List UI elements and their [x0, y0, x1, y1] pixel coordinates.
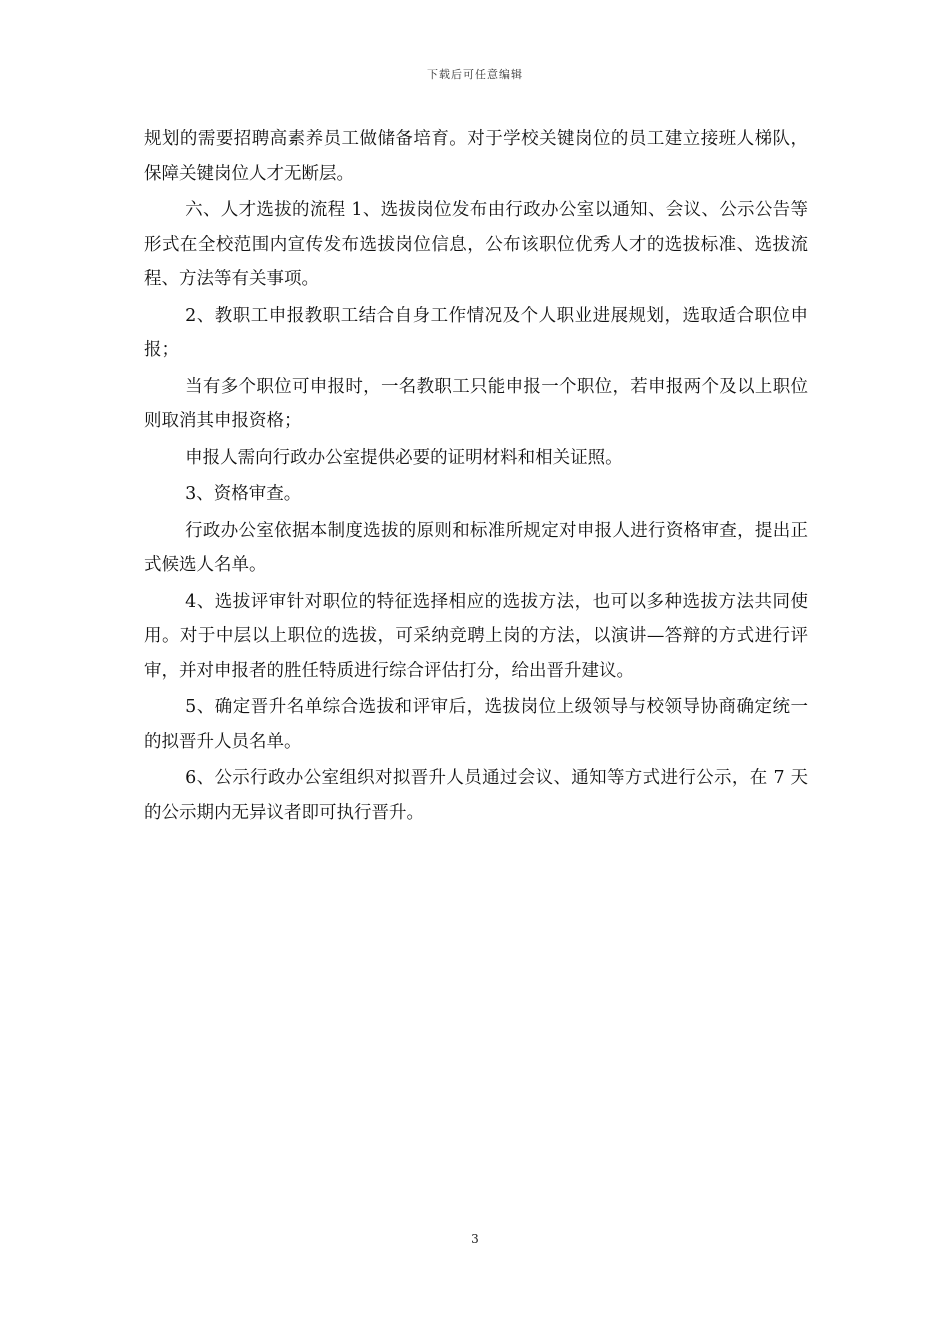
paragraph-multiple-positions: 当有多个职位可申报时，一名教职工只能申报一个职位，若申报两个及以上职位则取消其申报资格； [144, 376, 808, 431]
page-number: 3 [471, 1232, 479, 1246]
page-header: 下载后可任意编辑 [427, 68, 523, 81]
paragraph-materials: 申报人需向行政办公室提供必要的证明材料和相关证照。 [185, 447, 623, 468]
paragraph-qualification-review: 行政办公室依据本制度选拔的原则和标准所规定对申报人进行资格审查，提出正式候选人名单。 [144, 520, 808, 575]
paragraph-step-three: 3、资格审查。 [185, 484, 302, 504]
paragraph-section-six: 六、人才选拔的流程 1、选拔岗位发布由行政办公室以通知、会议、公示公告等形式在全校范围内宣传发布选拔岗位信息，公布该职位优秀人才的选拔标准、选拔流程、方法等有关事项。 [144, 200, 808, 289]
paragraph-step-four: 4、选拔评审针对职位的特征选择相应的选拔方法，也可以多种选拔方法共同使用。对于中层以上职位的选拔，可采纳竞聘上岗的方法，以演讲—答辩的方式进行评审，并对申报者的胜任特质进行综合评估打分，给出晋升建议。 [144, 591, 808, 681]
paragraph-step-five: 5、确定晋升名单综合选拔和评审后，选拔岗位上级领导与校领导协商确定统一的拟晋升人员名单。 [144, 697, 808, 752]
paragraph-step-six: 6、公示行政办公室组织对拟晋升人员通过会议、通知等方式进行公示，在 7 天的公示期内无异议者即可执行晋升。 [144, 768, 808, 823]
document-body [144, 122, 808, 830]
paragraph-step-two: 2、教职工申报教职工结合自身工作情况及个人职业进展规划，选取适合职位申报； [144, 305, 808, 360]
paragraph-continued: 规划的需要招聘高素养员工做储备培育。对于学校关键岗位的员工建立接班人梯队，保障关键岗位人才无断层。 [144, 129, 808, 184]
